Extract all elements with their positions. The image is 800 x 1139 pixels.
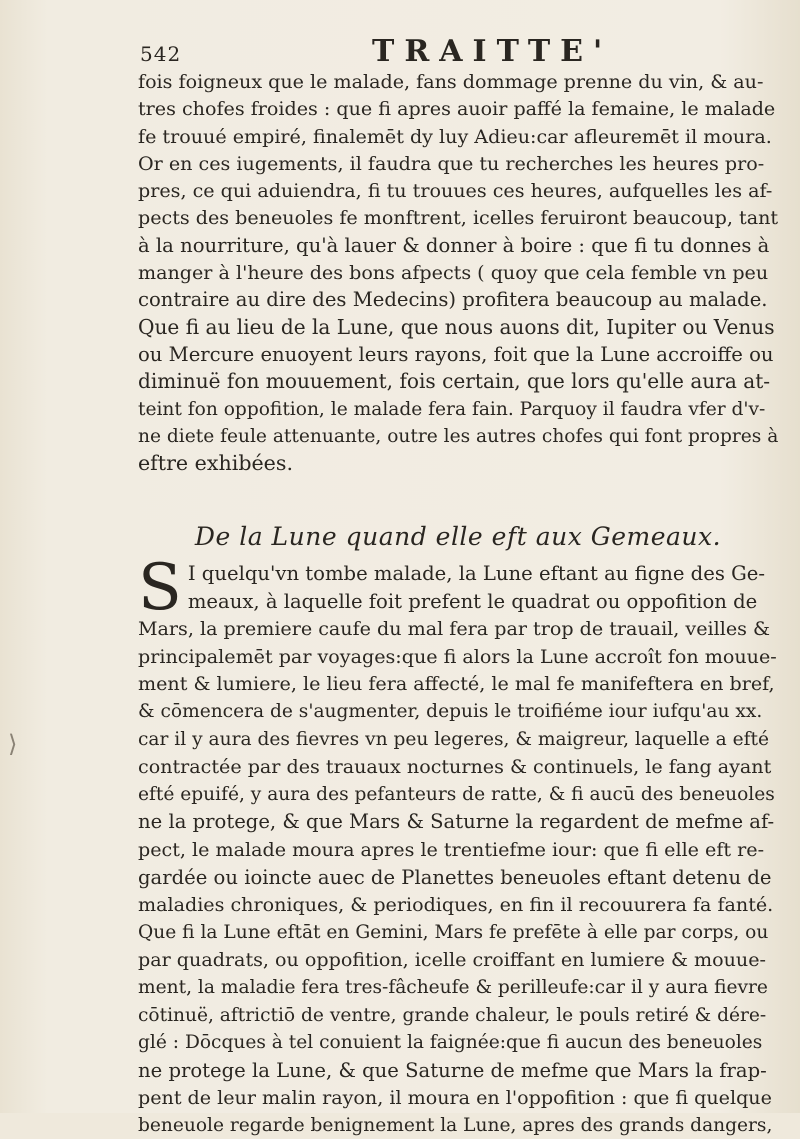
text-line: car il y aura des fievres vn peu legeres, & maigreur, laquelle a efté	[138, 728, 770, 750]
text-line: efté epuifé, y aura des pefanteurs de ratte, & fi aucū des beneuoles	[138, 783, 775, 805]
text-line: I quelqu'vn tombe malade, la Lune eftant au figne des Ge-	[187, 562, 765, 585]
text-line: gardée ou ioincte auec de Planettes beneuoles eftant detenu de	[138, 865, 772, 889]
paragraph-1	[138, 68, 778, 477]
text-line: teint fon oppofition, le malade fera fain. Parquoy il faudra vfer d'v-	[138, 398, 766, 420]
text-line: contraire au dire des Medecins) profitera beaucoup au malade.	[138, 288, 768, 312]
text-line: Que fi au lieu de la Lune, que nous auons dit, Iupiter ou Venus	[138, 314, 775, 339]
text-line: pres, ce qui aduiendra, fi tu trouues ces heures, aufquelles les af-	[138, 179, 773, 203]
margin-pen-mark: ⟩	[8, 730, 18, 758]
text-line: maladies chroniques, & periodiques, en fin il recouurera fa fanté.	[138, 893, 774, 917]
text-line: & cōmencera de s'augmenter, depuis le troifiéme iour iufqu'au xx.	[138, 700, 763, 722]
text-line: pect, le malade moura apres le trentiefme iour: que fi elle eft re-	[138, 837, 765, 861]
text-line: Or en ces iugements, il faudra que tu recherches les heures pro-	[138, 151, 765, 175]
text-line: par quadrats, ou oppofition, icelle croiffant en lumiere & mouue-	[138, 948, 766, 972]
text-line: Que fi la Lune eftāt en Gemini, Mars fe prefēte à elle par corps, ou	[138, 921, 769, 943]
text-line: contractée par des trauaux nocturnes & continuels, le fang ayant	[138, 755, 772, 779]
text-line: ment & lumiere, le lieu fera affecté, le mal fe manifeftera en bref,	[138, 672, 775, 696]
text-line: ne protege la Lune, & que Saturne de mefme que Mars la frap-	[138, 1058, 767, 1082]
section-heading: De la Lune quand elle eft aux Gemeaux.	[194, 522, 722, 551]
text-line: manger à l'heure des bons afpects ( quoy que cela femble vn peu	[138, 261, 769, 285]
text-line: fe trouué empiré, finalemēt dy luy Adieu:car afleuremēt il moura.	[138, 124, 772, 148]
text-line: beneuole regarde benignement la Lune, apres des grands dangers,	[138, 1114, 773, 1136]
text-line: cōtinuë, aftrictiō de ventre, grande chaleur, le pouls retiré & dére-	[138, 1004, 767, 1026]
text-line: ne diete feule attenuante, outre les autres chofes qui font propres à	[138, 425, 778, 447]
text-line: tres chofes froides : que fi apres auoir paffé la femaine, le malade	[138, 97, 776, 121]
paragraph-2	[138, 551, 778, 1139]
page-number: 542	[140, 42, 182, 66]
text-line: meaux, à laquelle foit prefent le quadrat ou oppofition de	[187, 589, 758, 613]
running-head: TRAITTE'	[372, 34, 613, 69]
drop-capital: S	[138, 551, 182, 625]
page-header	[140, 36, 780, 70]
text-line: à la nourriture, qu'à lauer & donner à boire : que fi tu donnes à	[138, 233, 770, 257]
text-line: glé : Dōcques à tel conuient la faignée:que fi aucun des beneuoles	[138, 1032, 763, 1054]
text-line: diminuë fon mouuement, fois certain, que lors qu'elle aura at-	[138, 369, 771, 394]
text-line: pects des beneuoles fe monftrent, icelles feruiront beaucoup, tant	[138, 206, 778, 230]
text-line: Mars, la premiere caufe du mal fera par trop de trauail, veilles &	[138, 617, 770, 641]
text-line: ou Mercure enuoyent leurs rayons, foit que la Lune accroiffe ou	[138, 342, 774, 366]
text-line: eftre exhibées.	[138, 451, 293, 476]
text-line: ment, la maladie fera tres-fâcheufe & perilleufe:car il y aura fievre	[138, 976, 768, 998]
text-line: principalemēt par voyages:que fi alors la Lune accroît fon mouue-	[138, 644, 777, 668]
text-line: fois foigneux que le malade, fans dommage prenne du vin, & au-	[138, 70, 764, 93]
text-line: pent de leur malin rayon, il moura en l'oppofition : que fi quelque	[138, 1086, 772, 1110]
text-line: ne la protege, & que Mars & Saturne la regardent de mefme af-	[138, 810, 775, 834]
